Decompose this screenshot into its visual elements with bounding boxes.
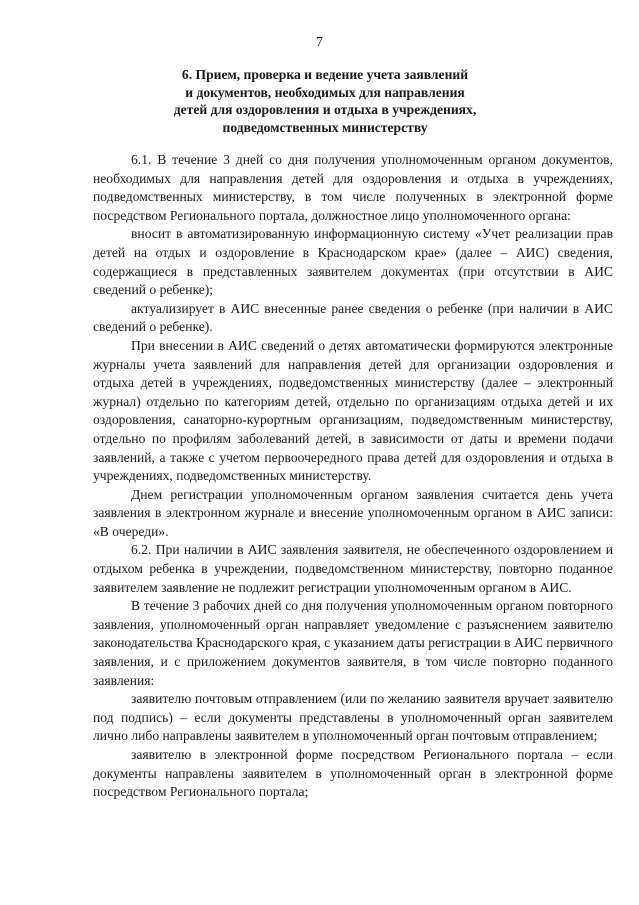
paragraph-electronic-journals: При внесении в АИС сведений о детях автоматически формируются электронные журналы учета заявлений для направления детей для организации оздоровления и отдыха детей в учреждениях, подведомственных министерству (далее – электронный журнал) отдельно по категориям детей, отдельно по организациям отдыха детей и их оздоровления, санаторно-курортным организациям, подведомственным министерству, отдельно по профилям заболеваний детей, в зависимости от даты и времени подачи заявлений, а также с учетом первоочередного права детей для оздоровления и отдыха в учреждениях, подведомственных министерству.	[93, 337, 613, 484]
body-text	[93, 151, 613, 802]
paragraph-repeat-application: В течение 3 рабочих дней со дня получения уполномоченным органом повторного заявления, уполномоченный орган направляет уведомление с разъяснением заявителю законодательства Краснодарского края, с указанием даты регистрации в АИС первичного заявления, и с приложением документов заявителя, в том числе повторно поданного заявления:	[93, 598, 613, 688]
page-number: 7	[316, 35, 323, 50]
section-heading	[120, 66, 530, 136]
section-heading-line: детей для оздоровления и отдыха в учреждениях,	[173, 102, 477, 117]
paragraph-ais-entry: вносит в автоматизированную информационную систему «Учет реализации прав детей на отдых и оздоровление в Краснодарском крае» (далее – АИС) сведения, содержащиеся в представленных заявителем документах (при отсутствии в АИС сведений о ребенке);	[93, 226, 613, 298]
section-heading-line: подведомственных министерству	[222, 119, 428, 135]
paragraph-electronic-notice: заявителю в электронной форме посредством Регионального портала – если документы направлены заявителем в уполномоченный орган в электронной форме посредством Регионального портала;	[93, 747, 613, 800]
section-heading-line: и документов, необходимых для направления	[185, 84, 465, 100]
paragraph-6-2: 6.2. При наличии в АИС заявления заявителя, не обеспеченного оздоровлением и отдыхом ребенка в учреждении, подведомственном министерству, повторно поданное заявителем заявление не подлежит регистрации уполномоченным органом в АИС.	[93, 542, 613, 595]
paragraph-registration-day: Днем регистрации уполномоченным органом заявления считается день учета заявления в электронном журнале и внесение уполномоченным органом в АИС записи: «В очереди».	[93, 486, 613, 539]
paragraph-ais-update: актуализирует в АИС внесенные ранее сведения о ребенке (при наличии в АИС сведений о ребенке).	[93, 300, 613, 335]
paragraph-postal-notice: заявителю почтовым отправлением (или по желанию заявителя вручает заявителю под подпись) – если документы представлены в уполномоченный орган заявителем лично либо направлены заявителем в уполномоченный орган почтовым отправлением;	[93, 691, 613, 744]
paragraph-6-1: 6.1. В течение 3 дней со дня получения уполномоченным органом документов, необходимых для направления детей для оздоровления и отдыха в учреждениях, подведомственных министерству, в том числе полученных в электронной форме посредством Регионального портала, должностное лицо уполномоченного органа:	[93, 152, 613, 223]
section-heading-line: 6. Прием, проверка и ведение учета заявлений	[181, 67, 469, 82]
